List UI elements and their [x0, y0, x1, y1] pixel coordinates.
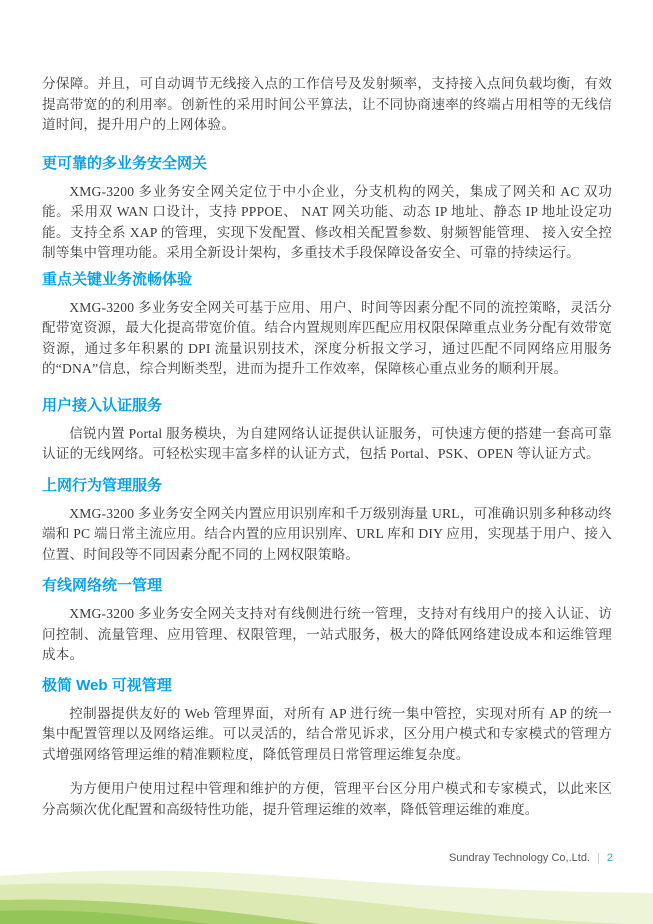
section-heading: 有线网络统一管理	[42, 577, 163, 594]
footer-divider: |	[597, 852, 600, 864]
company-name: Sundray Technology Co,.Ltd.	[448, 852, 591, 864]
page-number: 2	[606, 852, 613, 864]
body-paragraph: XMG-3200 多业务安全网关内置应用识别库和千万级别海量 URL，可准确识别多种移动终端和 PC 端日常主流应用。结合内置的应用识别库、URL 库和 DIY 应用，实现基于用户、接入位置、时间段等不同因素分配不同的上网权限策略。	[42, 505, 612, 562]
section-heading: 用户接入认证服务	[42, 396, 163, 414]
section-heading: 重点关键业务流畅体验	[42, 270, 193, 288]
page-footer	[449, 852, 613, 864]
body-paragraph: XMG-3200 多业务安全网关支持对有线侧进行统一管理，支持对有线用户的接入认证、访问控制、流量管理、应用管理、权限管理，一站式服务，极大的降低网络建设成本和运维管理成本。	[42, 606, 612, 662]
section-heading: 极简 Web 可视管理	[42, 676, 172, 694]
body-paragraph: 信锐内置 Portal 服务模块，为自建网络认证提供认证服务，可快速方便的搭建一套高可靠认证的无线网络。可轻松实现丰富多样的认证方式，包括 Portal、PSK、OPEN 等认证方式。	[42, 425, 612, 461]
body-paragraph: XMG-3200 多业务安全网关定位于中小企业，分支机构的网关，集成了网关和 AC 双功能。采用双 WAN 口设计，支持 PPPOE、 NAT 网关功能、动态 IP 地址、静态 IP 地址设定功能。支持全系 XAP 的管理，实现下发配置、修改相关配置参数、射频智能管理、 接入安全控制等集中管理功能。采用全新设计架构，多重技术手段保障设备安全、可靠的持续运行。	[42, 183, 612, 260]
body-paragraph: 为方便用户使用过程中管理和维护的方便，管理平台区分用户模式和专家模式，以此来区分高频次优化配置和高级特性功能，提升管理运维的效率，降低管理运维的难度。	[42, 781, 612, 817]
body-paragraph: 分保障。并且，可自动调节无线接入点的工作信号及发射频率，支持接入点间负载均衡，有效提高带宽的的利用率。创新性的采用时间公平算法，让不同协商速率的终端占用相等的无线信道时间，提升用户的上网体验。	[42, 76, 612, 132]
body-paragraph: XMG-3200 多业务安全网关可基于应用、用户、时间等因素分配不同的流控策略，灵活分配带宽资源，最大化提高带宽价值。结合内置规则库匹配应用权限保障重点业务分配有效带宽资源，通过多年积累的 DPI 流量识别技术，深度分析报文学习，通过匹配不同网络应用服务的“DNA”信息，综合判断类型，进而为提升工作效率，保障核心重点业务的顺利开展。	[42, 299, 612, 376]
section-heading: 上网行为管理服务	[42, 476, 163, 494]
body-paragraph: 控制器提供友好的 Web 管理界面，对所有 AP 进行统一集中管控，实现对所有 AP 的统一集中配置管理以及网络运维。可以灵活的，结合常见诉求，区分用户模式和专家模式的管理方式增强网络管理运维的精准颗粒度，降低管理员日常管理运维复杂度。	[42, 705, 612, 762]
bottom-wave-decoration	[0, 866, 653, 924]
section-heading: 更可靠的多业务安全网关	[42, 154, 208, 172]
